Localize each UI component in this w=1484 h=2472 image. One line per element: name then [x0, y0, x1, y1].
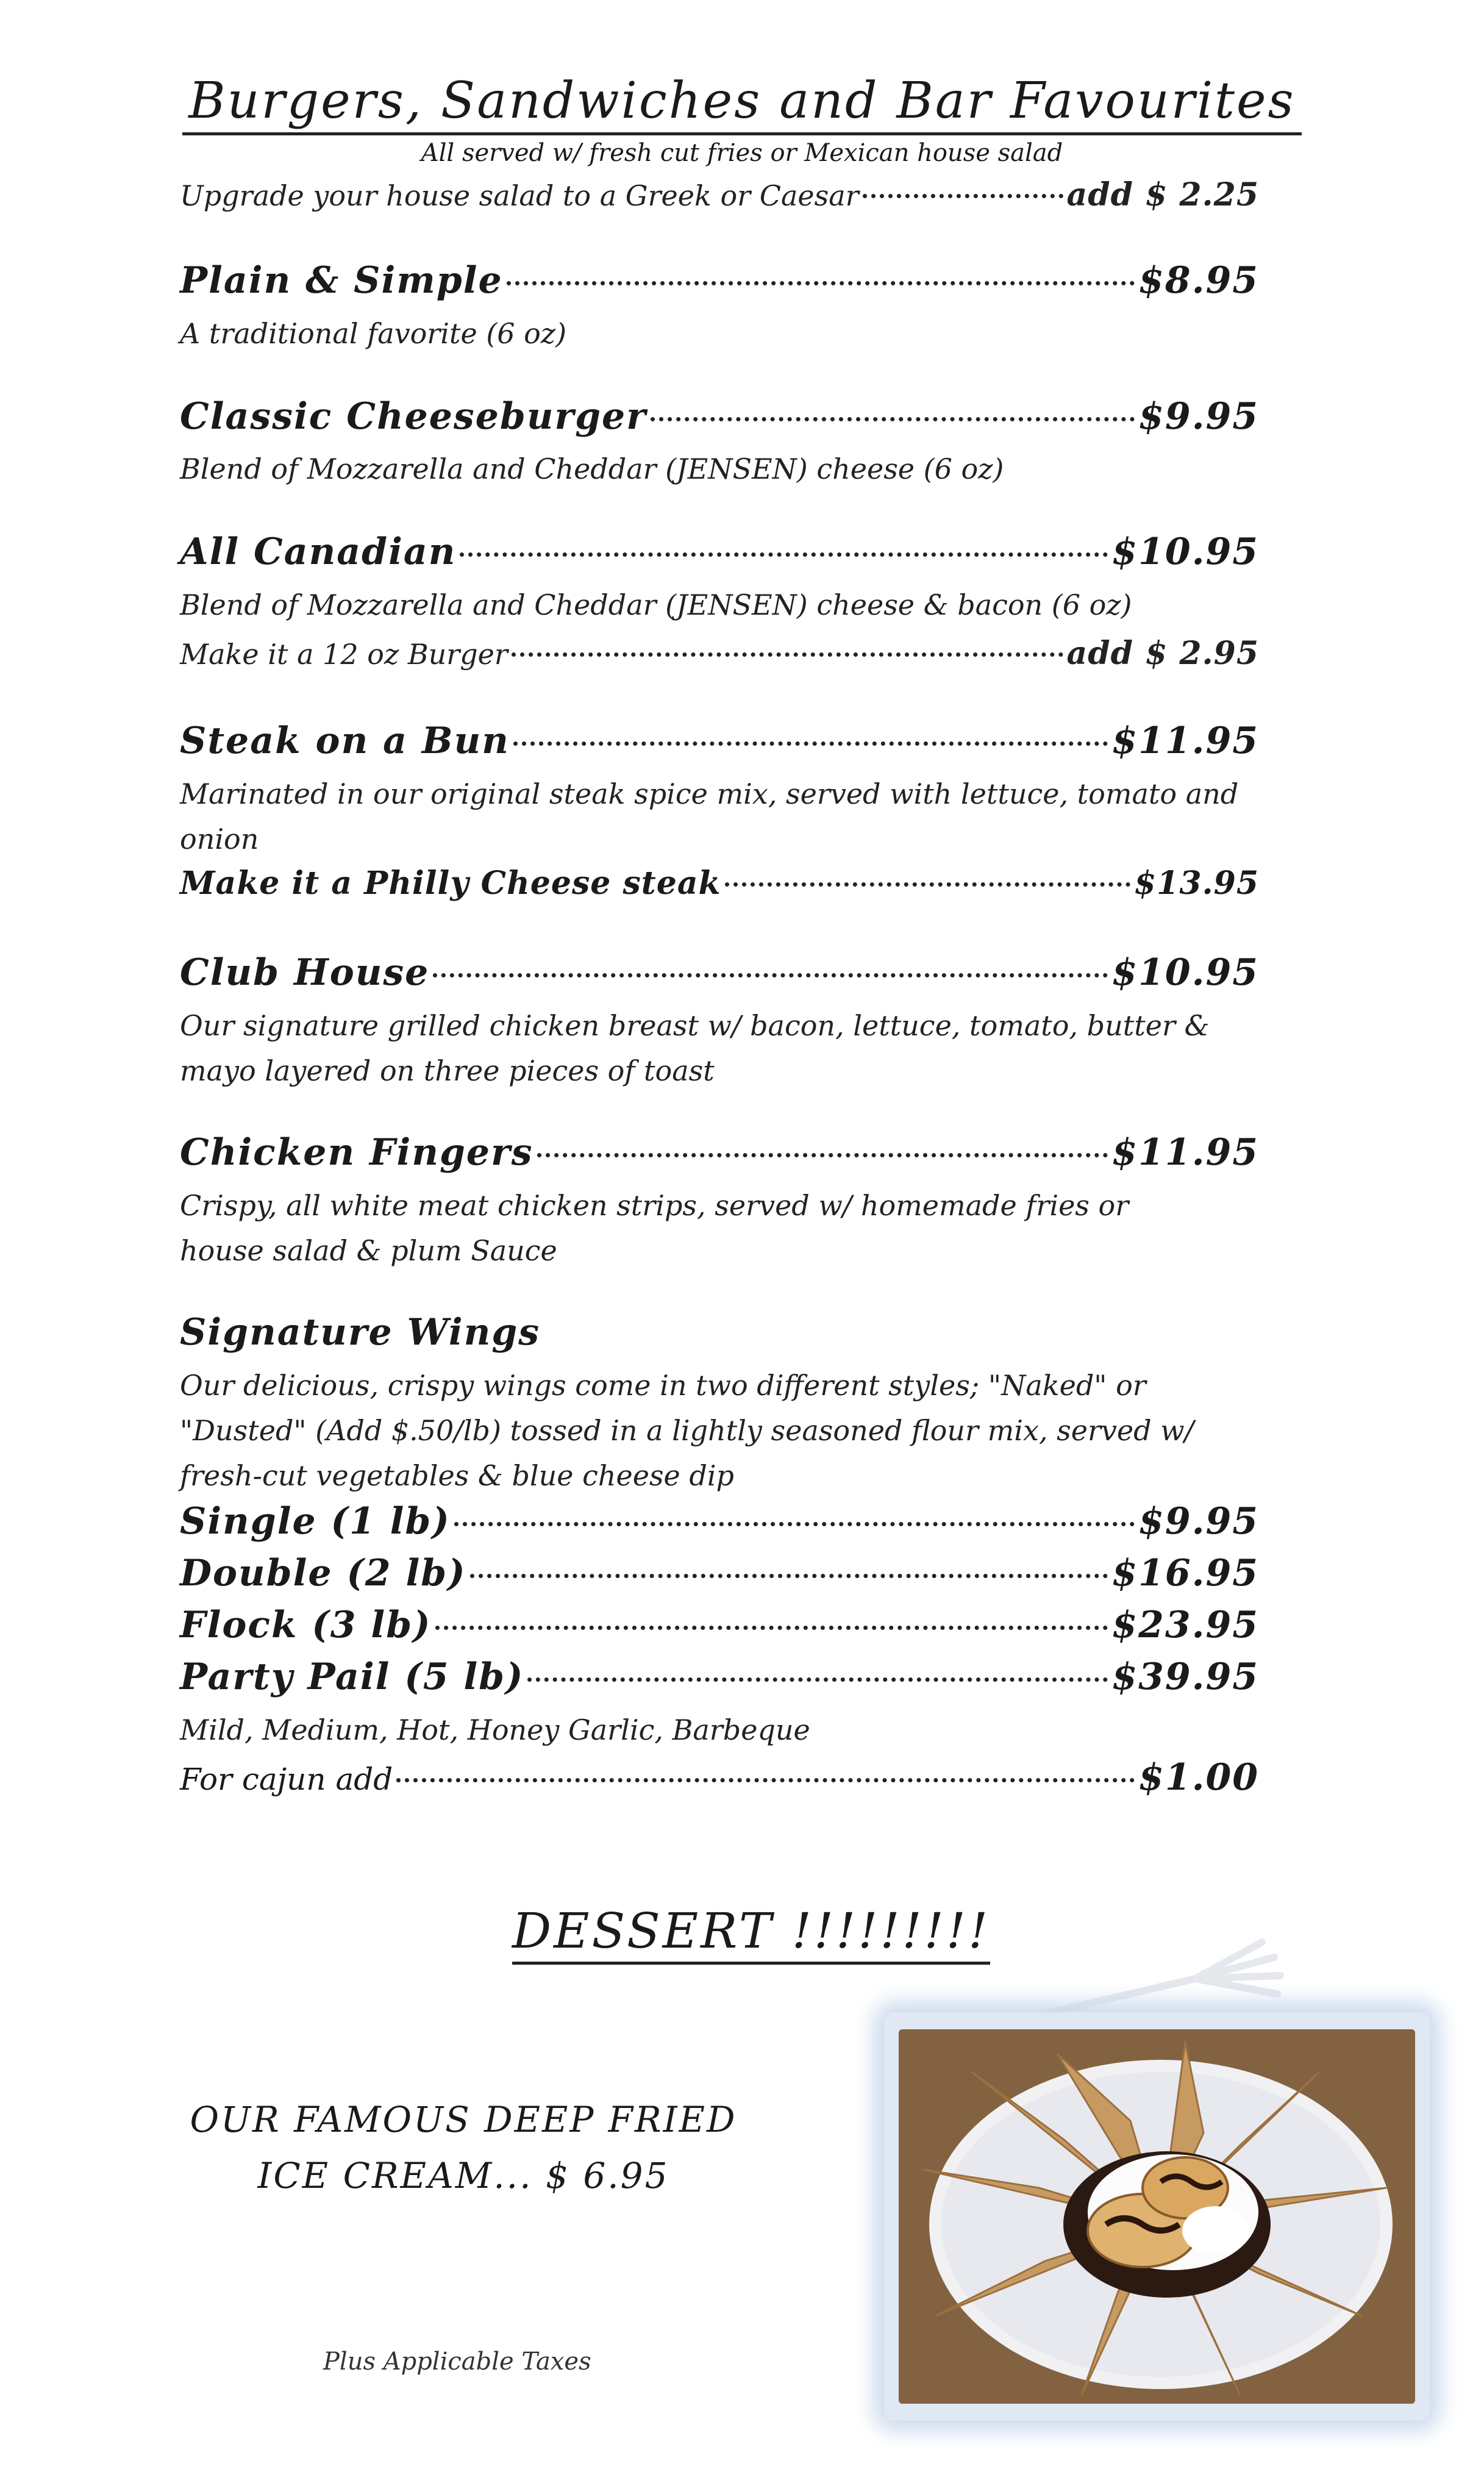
- item-name: Club House: [180, 951, 430, 994]
- wing-size-price: $39.95: [1111, 1656, 1259, 1698]
- menu-item: [180, 259, 1259, 302]
- dot-leader: [651, 417, 1135, 421]
- dot-leader: [537, 1153, 1108, 1157]
- item-name: All Canadian: [180, 530, 457, 573]
- dot-leader: [725, 882, 1130, 887]
- dessert-photo-frame: [884, 2012, 1430, 2421]
- dessert-item: [183, 2092, 744, 2204]
- taxes-note: Plus Applicable Taxes: [323, 2348, 591, 2376]
- dot-leader: [470, 1574, 1108, 1578]
- item-description: Crispy, all white meat chicken strips, served w/ homemade fries or house salad & plum Sauce: [180, 1189, 1129, 1267]
- wing-size: [180, 1604, 1259, 1646]
- upgrade-line: [180, 173, 1259, 218]
- wing-size: [180, 1656, 1259, 1698]
- dot-leader: [527, 1677, 1108, 1682]
- dot-leader: [512, 652, 1063, 657]
- wing-size-price: $16.95: [1111, 1552, 1259, 1595]
- wing-size-name: Flock (3 lb): [180, 1604, 432, 1646]
- item-price: $11.95: [1111, 1131, 1259, 1174]
- dessert-line-2: ICE CREAM... $ 6.95: [257, 2155, 669, 2196]
- upgrade-price: add $ 2.25: [1066, 176, 1259, 213]
- extra-name: Make it a Philly Cheese steak: [180, 865, 721, 902]
- dot-leader: [863, 194, 1063, 198]
- menu-item: [180, 951, 1259, 994]
- item-extra: [180, 631, 1259, 677]
- wing-flavours: Mild, Medium, Hot, Honey Garlic, Barbeque: [180, 1713, 810, 1746]
- wing-size: [180, 1500, 1259, 1543]
- item-description: Blend of Mozzarella and Cheddar (JENSEN) cheese (6 oz): [180, 452, 1004, 485]
- wing-size: [180, 1552, 1259, 1595]
- item-description: A traditional favorite (6 oz): [180, 317, 567, 350]
- dot-leader: [513, 741, 1108, 746]
- item-price: $10.95: [1111, 530, 1259, 573]
- extra-name: Make it a 12 oz Burger: [180, 638, 508, 671]
- menu-item: [180, 1131, 1259, 1174]
- dessert-photo-icon: [899, 2029, 1415, 2404]
- cajun-line: [180, 1756, 1259, 1799]
- item-name: Plain & Simple: [180, 259, 503, 302]
- menu-item: [180, 530, 1259, 573]
- page-subtitle: All served w/ fresh cut fries or Mexican house salad: [421, 139, 1063, 167]
- item-description: Blend of Mozzarella and Cheddar (JENSEN) cheese & bacon (6 oz): [180, 588, 1132, 621]
- cajun-name: For cajun add: [180, 1762, 393, 1797]
- item-name: Classic Cheeseburger: [180, 395, 647, 438]
- item-price: $9.95: [1138, 395, 1259, 438]
- item-name: Steak on a Bun: [180, 720, 510, 762]
- wing-size-price: $9.95: [1138, 1500, 1259, 1543]
- dot-leader: [396, 1778, 1135, 1782]
- item-extra: [180, 865, 1259, 902]
- wings-title: Signature Wings: [180, 1311, 541, 1354]
- page-title-text: Burgers, Sandwiches and Bar Favourites: [182, 72, 1301, 135]
- dot-leader: [435, 1626, 1108, 1630]
- menu-item: [180, 395, 1259, 438]
- page-title: [0, 72, 1484, 130]
- wing-size-price: $23.95: [1111, 1604, 1259, 1646]
- wing-size-name: Double (2 lb): [180, 1552, 466, 1595]
- dot-leader: [433, 973, 1108, 977]
- item-price: $10.95: [1111, 951, 1259, 994]
- dessert-title: DESSERT !!!!!!!!!: [512, 1902, 990, 1965]
- item-price: $11.95: [1111, 720, 1259, 762]
- extra-price: add $ 2.95: [1066, 635, 1259, 672]
- dot-leader: [507, 281, 1135, 285]
- wing-size-name: Party Pail (5 lb): [180, 1656, 524, 1698]
- upgrade-text: Upgrade your house salad to a Greek or Caesar: [180, 179, 859, 212]
- dot-leader: [460, 552, 1108, 557]
- item-description: Marinated in our original steak spice mix, served with lettuce, tomato and onion: [180, 777, 1239, 856]
- wings-description: Our delicious, crispy wings come in two different styles; "Naked" or "Dusted" (Add $.50/lb) tossed in a lightly seasoned flour mix, served w/ fresh-cut vegetables & blue cheese dip: [180, 1369, 1194, 1492]
- extra-price: $13.95: [1133, 865, 1259, 902]
- cajun-price: $1.00: [1138, 1756, 1259, 1799]
- item-price: $8.95: [1138, 259, 1259, 302]
- dot-leader: [454, 1522, 1135, 1526]
- item-description: Our signature grilled chicken breast w/ bacon, lettuce, tomato, butter & mayo layered on three pieces of toast: [180, 1009, 1210, 1087]
- menu-item: [180, 720, 1259, 762]
- dessert-line-1: OUR FAMOUS DEEP FRIED: [190, 2099, 737, 2140]
- wing-size-name: Single (1 lb): [180, 1500, 451, 1543]
- item-name: Chicken Fingers: [180, 1131, 533, 1174]
